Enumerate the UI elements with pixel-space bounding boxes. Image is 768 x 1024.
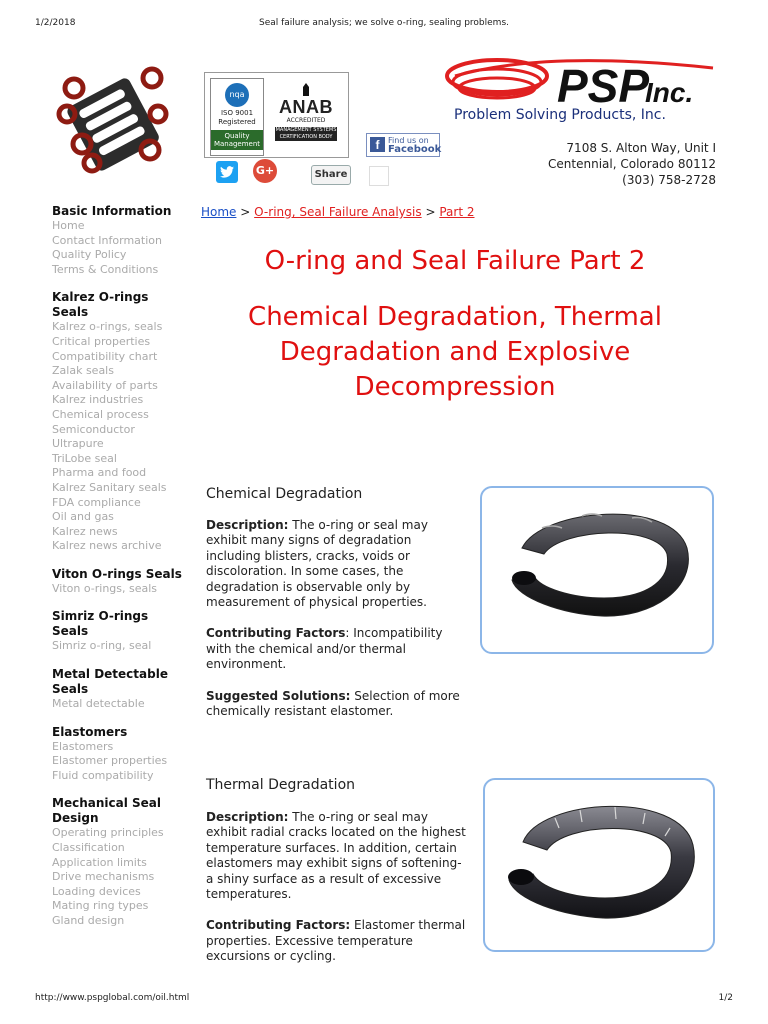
sidebar-link[interactable]: Quality Policy	[52, 248, 127, 262]
anab-badge	[269, 79, 343, 153]
sidebar-link[interactable]: Drive mechanisms	[52, 870, 155, 884]
facebook-icon: f	[370, 137, 385, 152]
section-title-chemical: Chemical Degradation	[206, 486, 363, 502]
psp-logo	[445, 54, 715, 110]
sidebar-link[interactable]: Metal detectable	[52, 697, 145, 711]
sidebar-link[interactable]: Loading devices	[52, 884, 141, 898]
sidebar-heading: Elastomers	[52, 724, 128, 739]
sidebar-link[interactable]: Kalrez news archive	[52, 539, 162, 553]
sidebar-link[interactable]: Application limits	[52, 855, 147, 869]
sidebar-heading: Basic Information	[52, 204, 172, 218]
sidebar-link[interactable]: Chemical process	[52, 407, 149, 421]
sidebar-heading: Metal Detectable Seals	[52, 667, 168, 697]
page-subtitle: Chemical Degradation, Thermal Degradation and Explosive Decompression	[248, 302, 662, 402]
section-body-thermal: Description: The o-ring or seal may exhibit radial cracks located on the highest temperature surfaces. In addition, certain elastomers may exhibit signs of softening- a shiny surface as a result of excessive temperatures. Contributing Factors: Elastomer thermal properties. Excessive temperature excursions or cycling.	[206, 810, 466, 964]
thermal-degradation-image	[483, 778, 715, 952]
breadcrumb-page[interactable]: Part 2	[439, 205, 475, 219]
sidebar-link[interactable]: Kalrez Sanitary seals	[52, 480, 167, 494]
sidebar-link[interactable]: Kalrez o-rings, seals	[52, 320, 163, 334]
certification-logos	[204, 72, 349, 158]
sidebar-link[interactable]: Home	[52, 219, 85, 232]
sidebar-link[interactable]: Mating ring types	[52, 899, 149, 913]
nqa-band: Quality Management	[211, 130, 263, 150]
sidebar-section	[52, 796, 187, 928]
psp-logo-text: PSP	[557, 60, 650, 110]
sidebar-link[interactable]: Classification	[52, 841, 125, 855]
breadcrumb-sep: >	[425, 205, 436, 219]
sidebar-link[interactable]: Fluid compatibility	[52, 768, 154, 782]
blank-widget	[369, 166, 389, 186]
share-button[interactable]: Share	[311, 165, 351, 185]
address-line2: Centennial, Colorado 80112	[548, 157, 716, 171]
sidebar-link[interactable]: TriLobe seal	[52, 451, 117, 465]
sidebar-link[interactable]: Gland design	[52, 914, 125, 927]
orings-image	[52, 66, 172, 176]
section-title-thermal: Thermal Degradation	[206, 777, 356, 793]
print-page: 1/2	[718, 993, 733, 1003]
sidebar-link[interactable]: Zalak seals	[52, 364, 114, 378]
twitter-icon[interactable]	[216, 161, 238, 183]
breadcrumb	[201, 205, 474, 219]
sidebar-link[interactable]: Availability of parts	[52, 378, 158, 392]
sidebar-link[interactable]: Kalrez news	[52, 524, 118, 538]
sidebar-section	[52, 667, 187, 712]
sidebar-link[interactable]: FDA compliance	[52, 495, 141, 509]
sidebar-heading: Viton O-rings Seals	[52, 566, 182, 581]
nqa-badge	[210, 78, 264, 156]
company-name: Problem Solving Products, Inc.	[454, 107, 666, 123]
sidebar-link[interactable]: Elastomer properties	[52, 754, 168, 768]
sidebar-link[interactable]: Terms & Conditions	[52, 262, 159, 276]
print-date: 1/2/2018	[35, 18, 76, 28]
sidebar-heading: Mechanical Seal Design	[52, 796, 161, 826]
sidebar-section	[52, 609, 187, 654]
google-plus-icon[interactable]: G+	[253, 159, 277, 183]
sidebar-link[interactable]: Operating principles	[52, 826, 164, 840]
facebook-line1: Find us on	[388, 136, 429, 145]
nqa-registered: Registered	[218, 118, 256, 126]
sidebar-heading: Kalrez O-rings Seals	[52, 290, 149, 320]
sidebar-section	[52, 725, 187, 784]
print-title: Seal failure analysis; we solve o-ring, sealing problems.	[259, 18, 509, 28]
sidebar-section	[52, 290, 187, 554]
phone: (303) 758-2728	[622, 173, 716, 187]
svg-text:Inc.: Inc.	[645, 77, 694, 108]
facebook-line2: Facebook	[388, 144, 442, 155]
sidebar-section	[52, 204, 187, 277]
sidebar-link[interactable]: Viton o-rings, seals	[52, 581, 158, 595]
anab-name: ANAB	[279, 97, 333, 117]
facebook-button[interactable]	[366, 133, 440, 157]
breadcrumb-sep: >	[240, 205, 251, 219]
sidebar-link[interactable]: Ultrapure	[52, 437, 104, 451]
page-title: O-ring and Seal Failure Part 2	[264, 246, 646, 276]
sidebar-heading: Simriz O-rings Seals	[52, 609, 149, 639]
sidebar-link[interactable]: Critical properties	[52, 334, 151, 348]
sidebar-link[interactable]: Kalrez industries	[52, 393, 144, 407]
sidebar-link[interactable]: Oil and gas	[52, 510, 114, 524]
company-address	[548, 140, 716, 188]
anab-band: MANAGEMENT SYSTEMS CERTIFICATION BODY	[275, 127, 337, 140]
breadcrumb-section[interactable]: O-ring, Seal Failure Analysis	[254, 205, 422, 219]
anab-sub: ACCREDITED	[286, 117, 326, 124]
breadcrumb-home[interactable]: Home	[201, 205, 237, 219]
sidebar-link[interactable]: Contact Information	[52, 233, 162, 247]
nqa-iso: ISO 9001	[220, 109, 254, 117]
sidebar-link[interactable]: Pharma and food	[52, 466, 147, 480]
section-body-chemical: Description: The o-ring or seal may exhibit many signs of degradation including blisters, cracks, voids or discoloration. In some cases, the degradation is observable only by measurement of physical properties. Contributing Factors: Incompatibility with the chemical and/or thermal environment. Suggested Solutions: Selection of more chemically resistant elastomer.	[206, 518, 460, 719]
sidebar-link[interactable]: Simriz o-ring, seal	[52, 639, 152, 653]
sidebar-link[interactable]: Semiconductor	[52, 422, 135, 436]
sidebar-link[interactable]: Compatibility chart	[52, 349, 158, 363]
sidebar-link[interactable]: Elastomers	[52, 739, 114, 753]
anab-hand-icon	[295, 83, 317, 97]
address-line1: 7108 S. Alton Way, Unit I	[566, 141, 716, 155]
nqa-logo: nqa	[225, 83, 249, 107]
print-url: http://www.pspglobal.com/oil.html	[35, 993, 190, 1003]
sidebar-section	[52, 567, 187, 597]
chemical-degradation-image	[480, 486, 714, 654]
sidebar-nav	[52, 204, 187, 942]
